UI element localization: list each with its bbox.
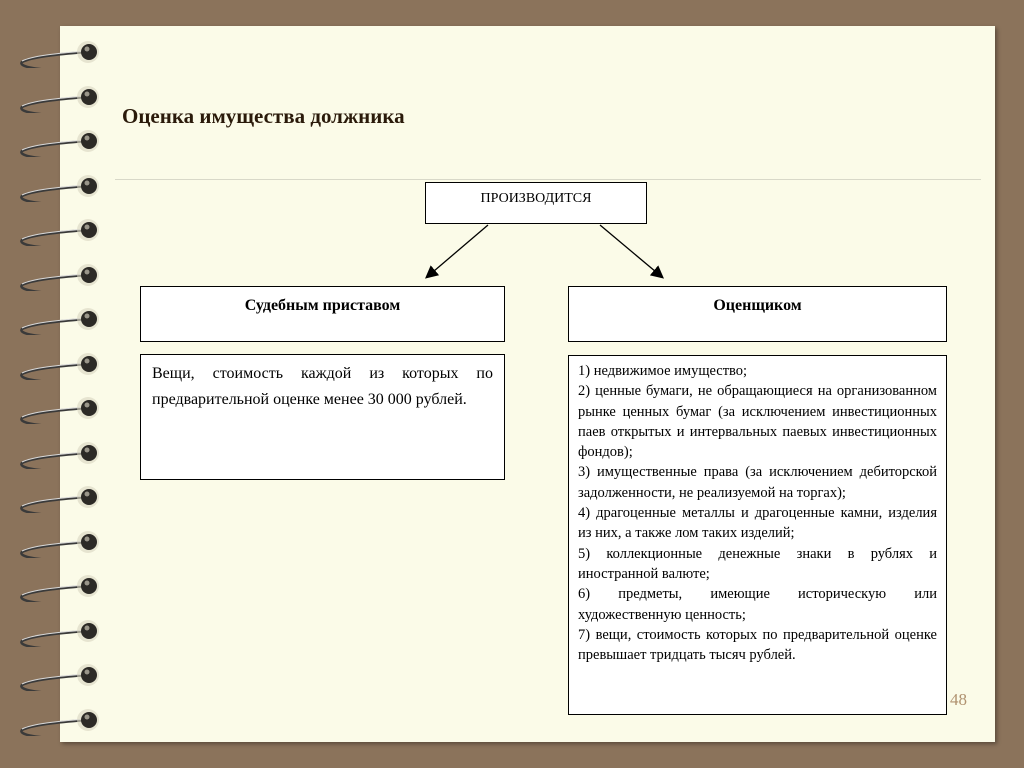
list-item: 3) имущественные права (за исключением дебиторской задолженности, не реализуемой на торгах); xyxy=(578,464,937,501)
page-number: 48 xyxy=(950,690,967,709)
appraiser-header: Оценщиком xyxy=(568,286,947,342)
bailiff-header: Судебным приставом xyxy=(140,286,505,342)
arrow-left xyxy=(427,225,488,277)
list-item: 5) коллекционные денежные знаки в рублях и иностранной валюте; xyxy=(578,545,937,582)
list-item: 4) драгоценные металлы и драгоценные камни, изделия из них, а также лом таких изделий; xyxy=(578,505,937,542)
list-item: 6) предметы, имеющие историческую или художественную ценность; xyxy=(578,586,937,623)
list-item: 1) недвижимое имущество; xyxy=(578,363,748,379)
list-item: 2) ценные бумаги, не обращающиеся на организованном рынке ценных бумаг (за исключением инвестиционных паев открытых и интервальных паевых инвестиционных фондов); xyxy=(578,383,937,461)
slide-title: Оценка имущества должника xyxy=(122,104,405,128)
bailiff-text: Вещи, стоимость каждой из которых по предварительной оценке менее 30 000 рублей. xyxy=(140,354,505,480)
appraiser-list xyxy=(568,355,947,715)
top-box: ПРОИЗВОДИТСЯ xyxy=(425,182,647,224)
arrow-right xyxy=(600,225,662,277)
list-item: 7) вещи, стоимость которых по предварительной оценке превышает тридцать тысяч рублей. xyxy=(578,626,937,664)
